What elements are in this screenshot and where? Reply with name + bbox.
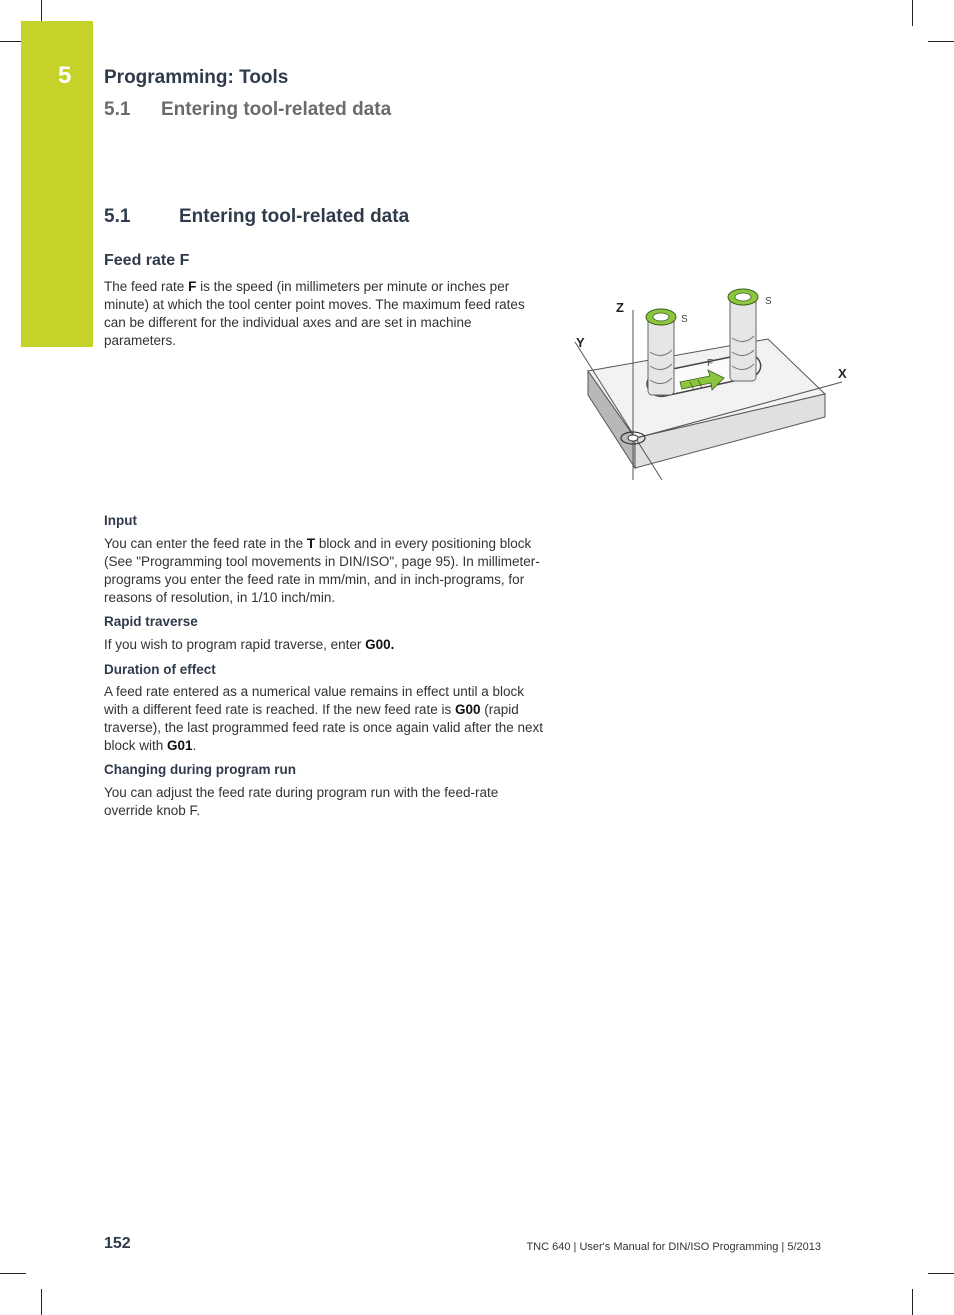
axis-label-y: Y [576, 335, 585, 350]
rapid-traverse-heading: Rapid traverse [104, 614, 198, 629]
feed-rate-figure [570, 282, 860, 482]
duration-heading: Duration of effect [104, 662, 216, 677]
section-heading [104, 206, 409, 228]
spindle-label-s1: S [681, 314, 688, 325]
crop-mark [0, 1273, 26, 1274]
crop-mark [912, 1289, 913, 1315]
running-header-section [104, 99, 391, 121]
running-header-chapter: Programming: Tools [104, 67, 289, 88]
crop-mark [912, 0, 913, 26]
changing-heading: Changing during program run [104, 762, 296, 777]
crop-mark [928, 41, 954, 42]
duration-paragraph: A feed rate entered as a numerical value remains in effect until a block with a different feed rate is reached. If the new feed rate is G00 (rapid traverse), the last programmed feed rate is once again valid after the next block with G01. [104, 684, 543, 753]
section-title: Entering tool-related data [179, 206, 410, 227]
input-paragraph: You can enter the feed rate in the T block and in every positioning block (See "Programming tool movements in DIN/ISO", page 95). In millimeter-programs you enter the feed rate in mm/min, and in inch-programs, for reasons of resolution, in 1/10 inch/min. [104, 536, 540, 605]
feed-label-f: F [707, 358, 714, 369]
axis-label-x: X [838, 366, 847, 381]
changing-paragraph: You can adjust the feed rate during program run with the feed-rate override knob F. [104, 785, 499, 818]
spindle-label-s2: S [765, 296, 772, 307]
crop-mark [41, 1289, 42, 1315]
page-number: 152 [104, 1235, 131, 1252]
crop-mark [928, 1273, 954, 1274]
running-header-section-number: 5.1 [104, 99, 131, 120]
feed-rate-paragraph: The feed rate F is the speed (in millimeters per minute or inches per minute) at which the tool center point moves. The maximum feed rates can be different for the individual axes and are set in machine parameters. [104, 279, 525, 348]
chapter-number: 5 [58, 62, 72, 89]
axis-label-z: Z [616, 300, 624, 315]
section-number: 5.1 [104, 206, 131, 227]
input-heading: Input [104, 513, 137, 528]
footer-text: TNC 640 | User's Manual for DIN/ISO Programming | 5/2013 [526, 1241, 821, 1253]
rapid-traverse-paragraph: If you wish to program rapid traverse, enter G00. [104, 637, 395, 652]
feed-rate-heading: Feed rate F [104, 252, 190, 269]
running-header-section-title: Entering tool-related data [161, 99, 392, 120]
chapter-tab [21, 21, 93, 347]
